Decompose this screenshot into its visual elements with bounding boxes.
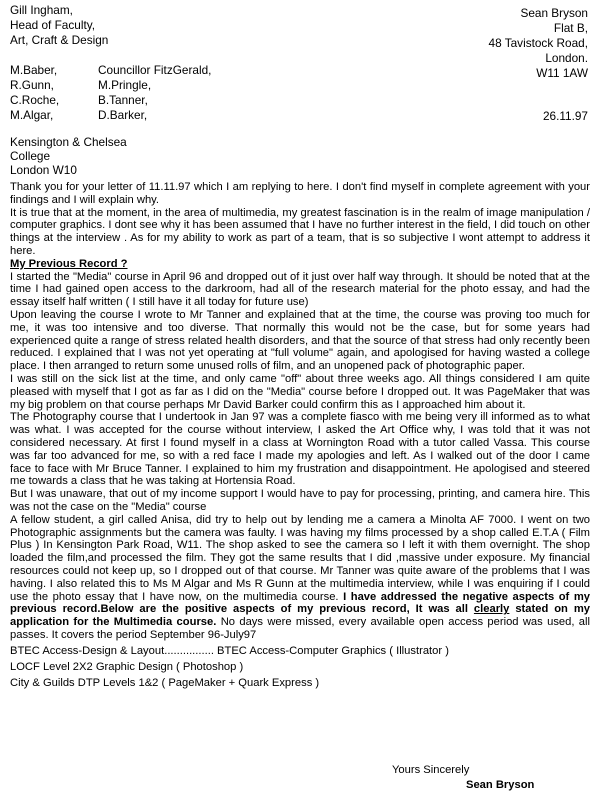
bold-statement: stated on my application for the Multimedia course.: [10, 603, 590, 629]
college-address-line: Kensington & Chelsea: [10, 135, 127, 149]
sender-address-line: London.: [545, 51, 588, 65]
sender-address: [489, 6, 588, 81]
paragraph: It is true that at the moment, in the area of multimedia, my greatest fascination is in the realm of image manipulation / computer graphics. I dont see why it has been assumed that I have no further interest in the field, I did touch on other things at the interview . As for my ability to work as part of a team, that is so subjective I wont attempt to address it here.: [10, 206, 590, 257]
staff-name: M.Pringle,: [98, 78, 152, 92]
paragraph: [10, 514, 590, 642]
paragraph: I was still on the sick list at the time, and only came "off" about three weeks ago. All things considered I am quite pleased with myself that I got as far as I did on the "Media" course before I dropped out. It was PageMaker that was my big problem on that course perhaps Mr David Barker could confirm this as I approached him about it.: [10, 372, 590, 411]
course-list: [10, 642, 590, 694]
staff-name: B.Tanner,: [98, 93, 148, 107]
letter-date: 26.11.97: [542, 109, 588, 123]
section-heading: My Previous Record ?: [10, 257, 128, 270]
sender-name: Sean Bryson: [520, 6, 588, 20]
sender-postcode: W11 1AW: [536, 66, 588, 80]
staff-name: M.Baber,: [10, 63, 58, 77]
course-item: BTEC Access-Design & Layout................ BTEC Access-Computer Graphics ( Illustrator ): [10, 644, 449, 657]
staff-name: R.Gunn,: [10, 78, 54, 92]
staff-name: C.Roche,: [10, 93, 60, 107]
signature-name: Sean Bryson: [466, 779, 535, 791]
college-address: [10, 135, 127, 177]
staff-name: M.Algar,: [10, 108, 54, 122]
recipient-title: Head of Faculty,: [10, 18, 96, 32]
college-address-line: London W10: [10, 163, 77, 177]
paragraph: Thank you for your letter of 11.11.97 which I am replying to here. I don't find myself in complete agreement with your findings and I will explain why.: [10, 181, 590, 206]
bold-underlined-word: clearly: [473, 603, 510, 616]
recipient-department: Art, Craft & Design: [10, 33, 109, 47]
recipient-block: [10, 3, 108, 48]
closing-salutation: Yours Sincerely: [392, 764, 470, 776]
paragraph-text: A fellow student, a girl called Anisa, did try to help out by lending me a camera a Minolta AF 7000. I went on two Photographic assignments but the camera was faulty. I was having my films processed by a shop called E.T.A ( Film Plus ) In Kensington Park Road, W11. The shop asked to see the camera so I left it with them overnight. The shop loaded the film,and processed the film. They got the same results that I did ,massive under exposure. My financial resources could not keep up, so I dropped out of that course. Mr Tanner was quite aware of the problems that I was having. I also related this to Ms M Algar and Ms R Gunn at the multimedia interview, while I was enquiring if I could use the photo essay that I have now, on the multimedia course.: [10, 513, 590, 603]
course-item: City & Guilds DTP Levels 1&2 ( PageMaker + Quark Express ): [10, 676, 320, 689]
recipient-name: Gill Ingham,: [10, 3, 73, 17]
staff-list-column-2: [98, 63, 211, 123]
paragraph: The Photography course that I undertook in Jan 97 was a complete fiasco with me being very ill informed as to what was what. I was accepted for the course without interview, I asked the Art Office why, I was told that it was not considered necessary. At first I found myself in a class at Wornington Road with a tutor called Vassa. This course was far too advanced for me, so with a red face I made my apologies and left. As I walked out of the door I came face to face with Mr Bruce Tanner. I explained to him my frustration and disappointment. He apologised and steered me towards a class that he was taking at Hortensia Road.: [10, 411, 590, 488]
staff-name: D.Barker,: [98, 108, 148, 122]
staff-name: Councillor FitzGerald,: [98, 63, 212, 77]
sender-address-line: 48 Tavistock Road,: [488, 36, 588, 50]
letter-body: [10, 181, 590, 694]
course-item: LOCF Level 2X2 Graphic Design ( Photoshop ): [10, 660, 244, 673]
sender-address-line: Flat B,: [553, 21, 588, 35]
paragraph: But I was unaware, that out of my income support I would have to pay for processing, printing, and camera hire. This was not the case on the "Media" course: [10, 488, 590, 513]
college-address-line: College: [10, 149, 51, 163]
staff-list-column-1: [10, 63, 59, 123]
paragraph: I started the "Media" course in April 96 and dropped out of it just over half way through. It should be noted that at the time I had gained open access to the darkroom, had all of the research material for the photo essay, and had the essay itself half written ( I still have it all today for future use): [10, 270, 590, 309]
bold-statement: I have addressed the negative aspects of my previous record.Below are the positive aspects of my previous record, It was all: [10, 590, 590, 616]
paragraph: Upon leaving the course I wrote to Mr Tanner and explained that at the time, the course was proving too much for me, it was too intensive and too diverse. That normally this would not be the case, but for some years had experienced quite a range of stress related health disorders, and that the source of that stress had only recently been reduced. I explained that I was not yet operating at "full volume" again, and apologised for having wasted a college place. I then arranged to return some unused rolls of film, and an unopened pack of photographic paper.: [10, 308, 590, 373]
paragraph-text: No days were missed, every available open access period was used, all passes. It covers the period September 96-July97: [10, 616, 590, 641]
